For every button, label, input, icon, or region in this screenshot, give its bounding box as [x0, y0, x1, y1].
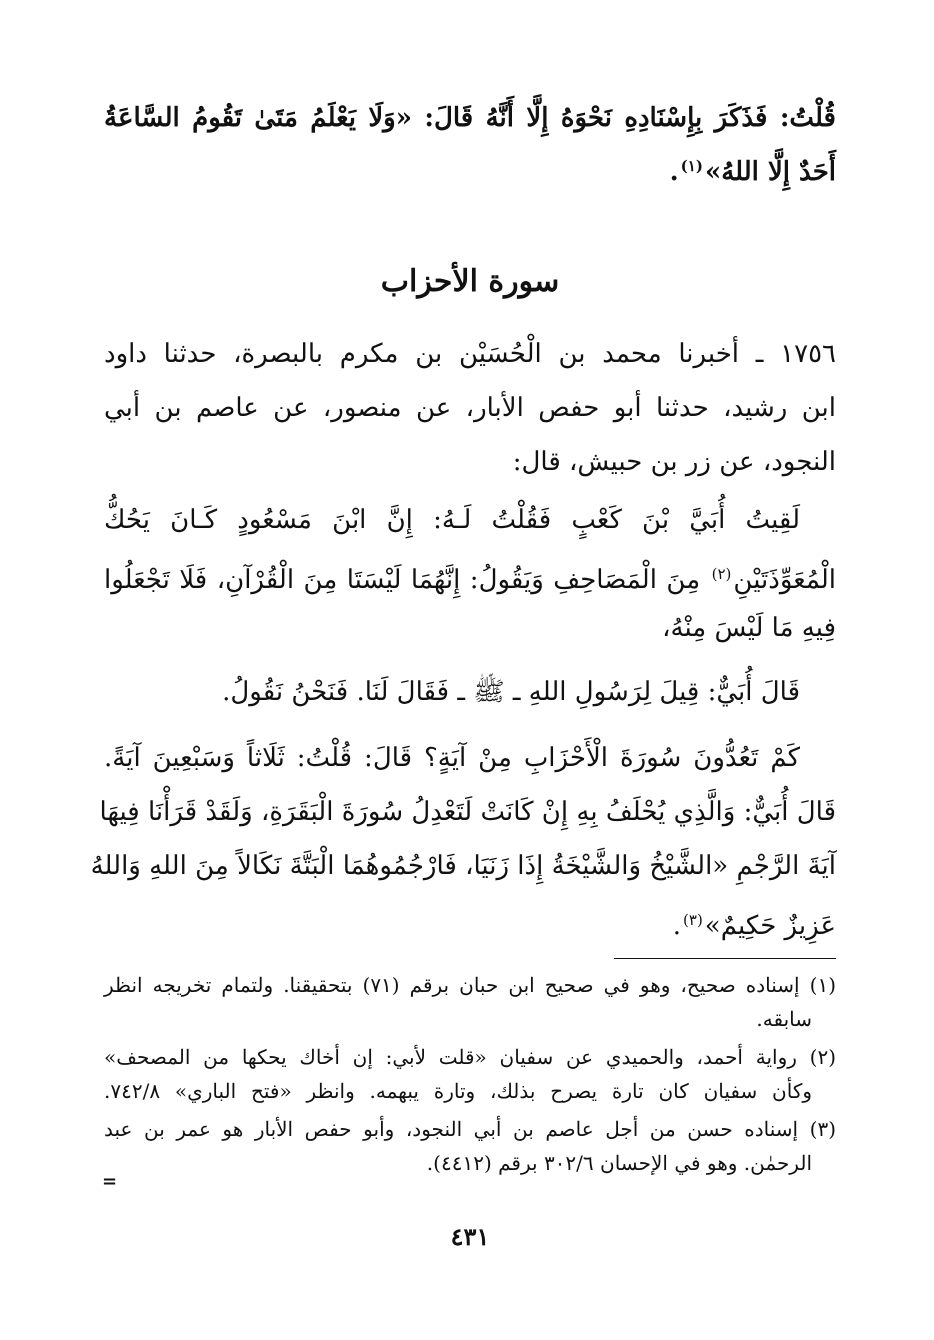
matn1-line-2-b: مِنَ الْمَصَاحِفِ وَيَقُولُ: إِنَّهُمَا لَيْسَتَا مِنَ الْقُرْآنِ، فَلَا تَجْعَلُوا	[104, 565, 701, 595]
footnote-1-line-1: (١) إسناده صحيح، وهو في صحيح ابن حبان برقم (٧١) بتحقيقنا. ولتمام تخريجه انظر	[104, 973, 836, 997]
matn1-line-2	[104, 552, 836, 602]
matn1-line-1: لَقِيتُ أُبَيَّ بْنَ كَعْبٍ فَقُلْتُ لَـهُ: إِنَّ ابْنَ مَسْعُودٍ كَـانَ يَحُكُّ	[104, 505, 800, 535]
matn3-line-2: قَالَ أُبَيٌّ: وَالَّذِي يُحْلَفُ بِهِ إِنْ كَانَتْ لَتَعْدِلُ سُورَةَ الْبَقَرَةِ، وَلَقَدْ قَرَأْنَا فِيهَا	[99, 797, 836, 827]
section-title: سورة الأحزاب	[380, 264, 560, 299]
matn3-line-3: آيَةَ الرَّجْمِ «الشَّيْخُ وَالشَّيْخَةُ إِذَا زَنَيَا، فَارْجُمُوهُمَا الْبَتَّةَ نَكَالاً مِنَ اللهِ وَاللهُ	[90, 851, 836, 881]
matn3-line-1: كَمْ تَعُدُّونَ سُورَةَ الْأَحْزَابِ مِنْ آيَةٍ؟ قَالَ: قُلْتُ: ثَلَاثاً وَسَبْعِينَ آيَةً.	[104, 743, 800, 773]
footnote-1-line-2: سابقه.	[756, 1007, 812, 1031]
matn3-line-4	[104, 898, 836, 948]
isnad-line-2: ابن رشيد، حدثنا أبو حفص الأبار، عن منصور، عن عاصم بن أبي	[104, 393, 836, 423]
intro-line-2	[104, 144, 836, 194]
intro-line-2-text: أَحَدٌ إِلَّا اللهُ»	[704, 157, 836, 187]
isnad-line-1: ١٧٥٦ ـ أخبرنا محمد بن الْحُسَيْن بن مكرم بالبصرة، حدثنا داود	[104, 339, 836, 369]
matn3-line-4-text: عَزِيزٌ حَكِيمٌ»	[704, 911, 836, 941]
footnote-3-line-2: الرحمٰن. وهو في الإحسان ٣٠٢/٦ برقم (٤٤١٢).	[426, 1151, 812, 1175]
footnote-2-line-1: (٢) رواية أحمد، والحميدي عن سفيان «قلت لأبي: إن أخاك يحكها من المصحف»	[104, 1045, 836, 1069]
footnote-ref-1: (١)	[680, 157, 703, 175]
matn1-line-3: فِيهِ مَا لَيْسَ مِنْهُ،	[662, 613, 836, 643]
continuation-mark: =	[102, 1171, 118, 1192]
footnote-3-line-1: (٣) إسناده حسن من أجل عاصم بن أبي النجود، وأبو حفص الأبار هو عمر بن عبد	[104, 1117, 836, 1141]
footnote-separator	[614, 958, 836, 959]
footnote-ref-3: (٣)	[683, 911, 703, 929]
matn1-line-2-a: الْمُعَوِّذَتَيْنِ	[733, 565, 837, 595]
intro-line-1: قُلْتُ: فَذَكَرَ بِإِسْنَادِهِ نَحْوَهُ إِلَّا أَنَّهُ قَالَ: «وَلَا يَعْلَمُ مَتَىٰ تَقُومُ السَّاعَةُ	[104, 103, 836, 133]
page-number: ٤٣١	[450, 1222, 490, 1251]
footnote-ref-2: (٢)	[711, 565, 732, 583]
footnote-2-line-2: وكأن سفيان كان تارة يصرح بذلك، وتارة يبهمه. وانظر «فتح الباري» ٧٤٢/٨.	[104, 1079, 812, 1103]
isnad-line-3: النجود، عن زر بن حبيش، قال:	[512, 447, 836, 477]
intro-line-2-end: .	[669, 157, 679, 187]
matn2-line: قَالَ أُبَيٌّ: قِيلَ لِرَسُولِ اللهِ ـ ﷺ ـ فَقَالَ لَنَا. فَنَحْنُ نَقُولُ.	[222, 677, 800, 707]
matn3-line-4-end: .	[672, 911, 682, 941]
